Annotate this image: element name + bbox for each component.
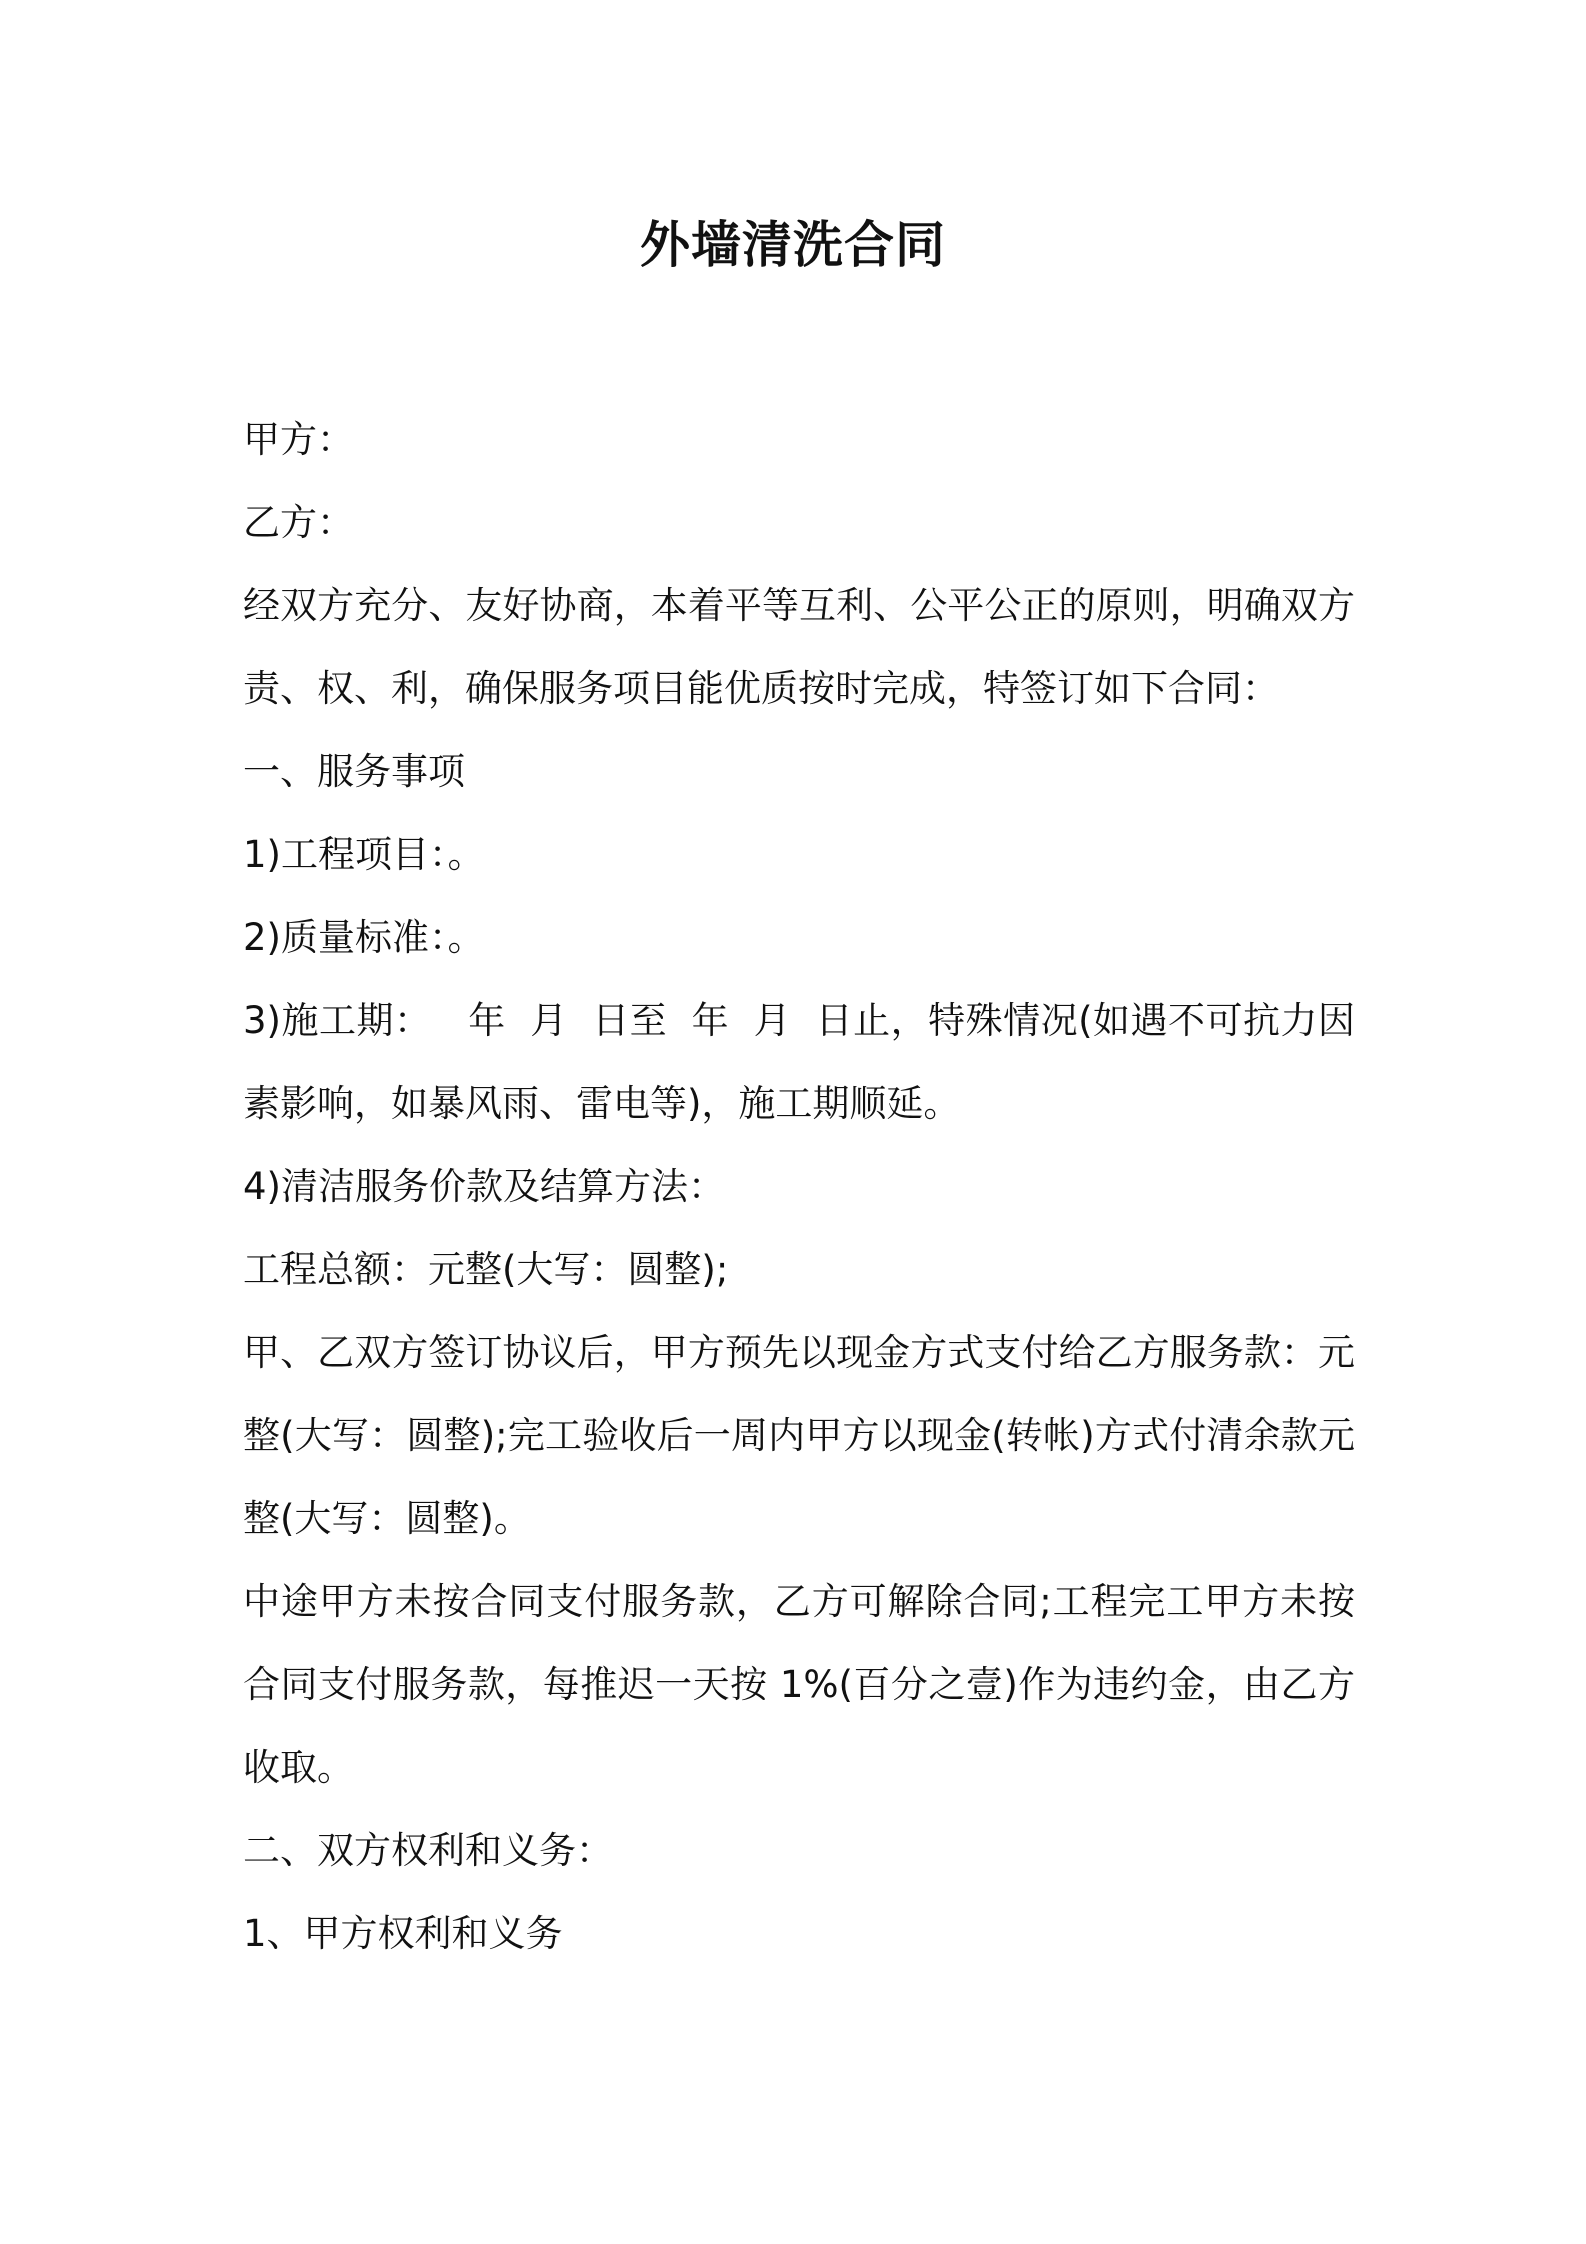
document-title: 外墙清洗合同 [640,216,946,274]
party-b-line: 乙方： [243,501,354,544]
clause-total-amount: 工程总额：元整(大写：圆整); [243,1248,729,1291]
clause-price-settlement: 4)清洁服务价款及结算方法： [243,1165,725,1208]
preamble-paragraph: 经双方充分、友好协商，本着平等互利、公平公正的原则，明确双方责、权、利，确保服务项目能优质按时完成，特签订如下合同： [243,584,1355,710]
clause-quality-standard: 2)质量标准：。 [243,916,485,959]
document-body [243,398,1355,1975]
section-heading-services: 一、服务事项 [243,750,465,793]
party-a-line: 甲方： [243,418,354,461]
clause-project: 1)工程项目：。 [243,833,485,876]
clause-payment-terms: 甲、乙双方签订协议后，甲方预先以现金方式支付给乙方服务款：元整(大写：圆整);完工验收后一周内甲方以现金(转帐)方式付清余款元整(大写：圆整)。 [243,1331,1355,1540]
section-heading-rights-obligations: 二、双方权利和义务： [243,1829,613,1872]
clause-construction-period: 3)施工期： 年 月 日至 年 月 日止，特殊情况(如遇不可抗力因素影响，如暴风雨、雷电等)，施工期顺延。 [243,999,1355,1125]
subsection-party-a-rights: 1、甲方权利和义务 [243,1912,563,1955]
clause-late-payment: 中途甲方未按合同支付服务款，乙方可解除合同;工程完工甲方未按合同支付服务款，每推迟一天按 1%(百分之壹)作为违约金，由乙方收取。 [243,1580,1355,1789]
